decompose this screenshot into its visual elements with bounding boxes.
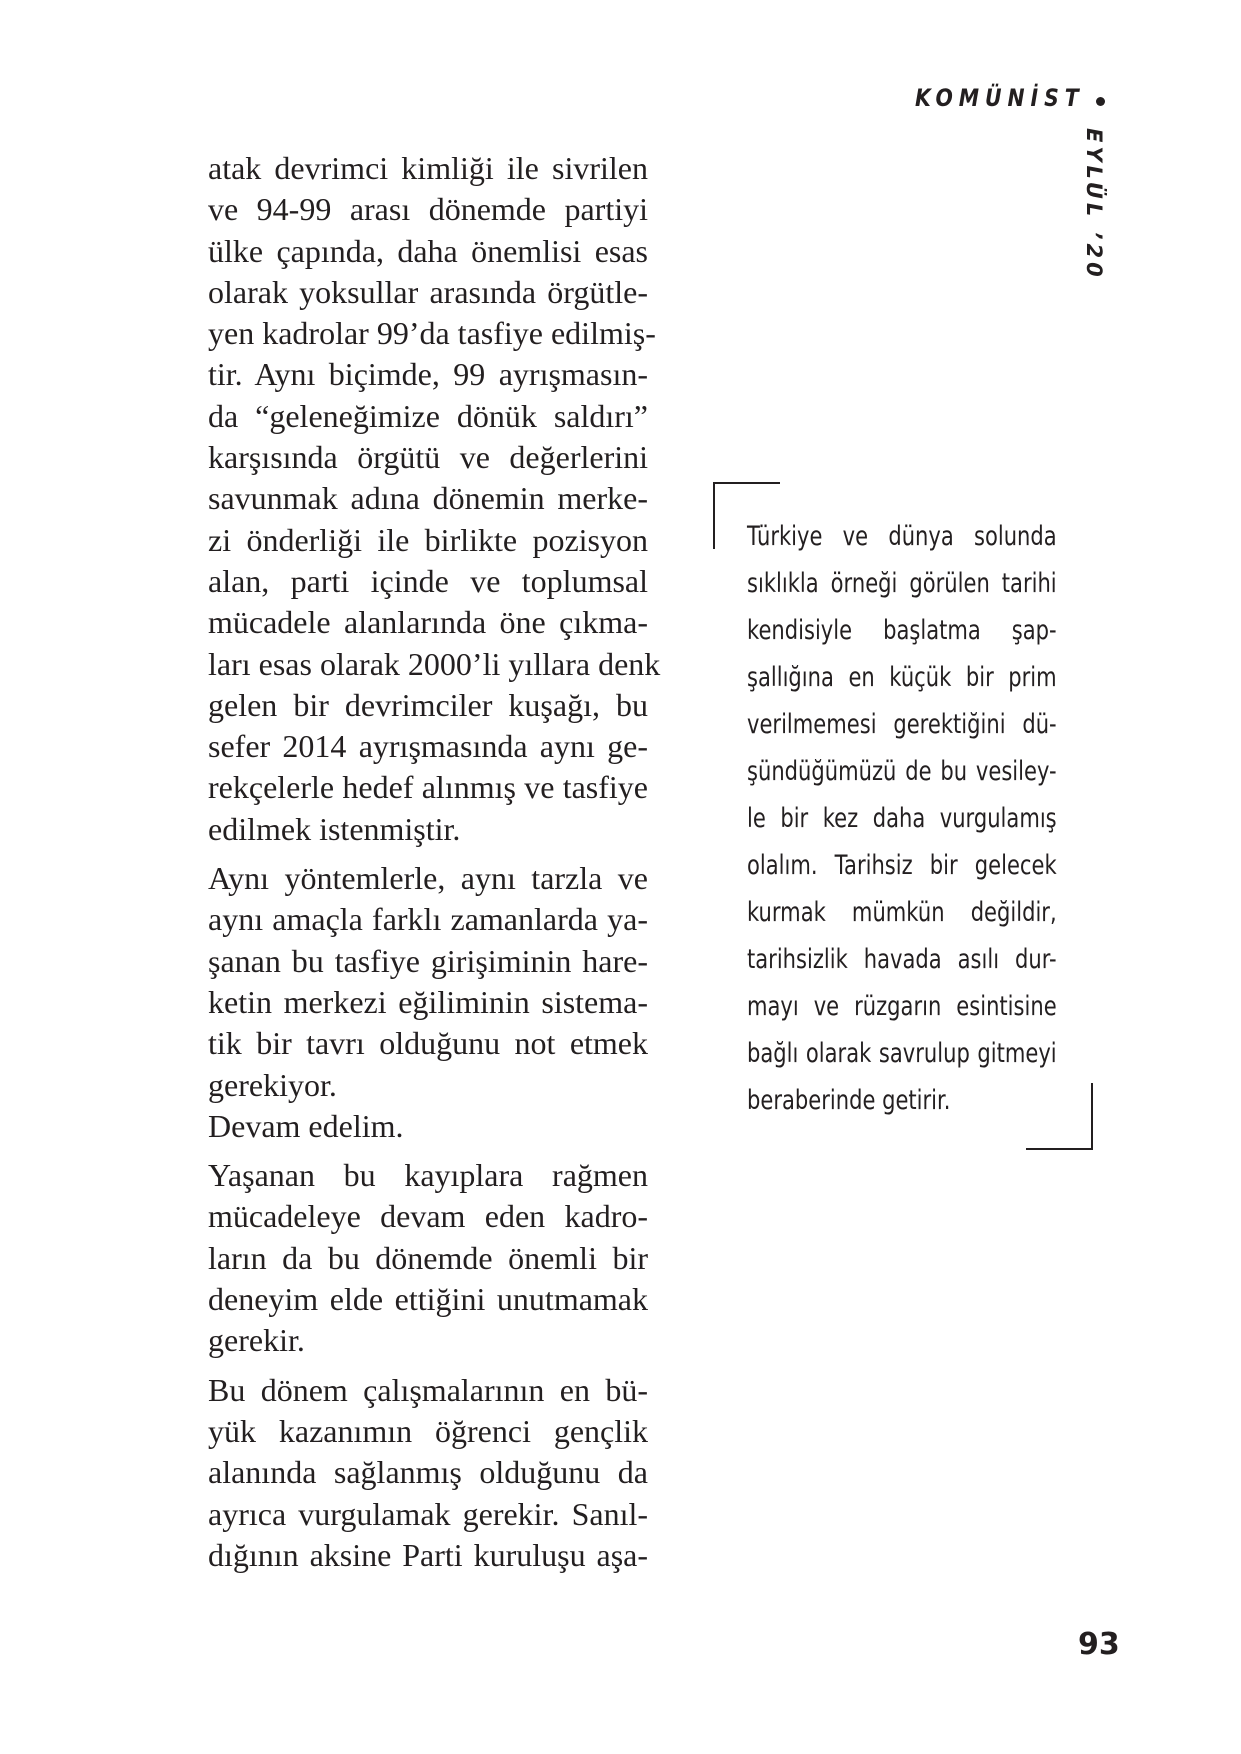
corner-bracket-bottom-right: [1091, 1083, 1093, 1150]
text-line: ları esas olarak 2000’li yıllara denk: [208, 645, 661, 682]
text-line: gerekir.: [208, 1322, 305, 1359]
paragraph: [208, 858, 648, 1106]
quote-line: Türkiye ve dünya solunda: [747, 521, 1057, 552]
text-line: alanında sağlanmış olduğunu da: [208, 1454, 648, 1491]
paragraph: [208, 1106, 648, 1147]
text-line: gerekiyor.: [208, 1066, 337, 1103]
text-line: tir. Aynı biçimde, 99 ayrışmasın-: [208, 356, 648, 393]
bullet-dot-icon: [1096, 97, 1105, 106]
text-line: Devam edelim.: [208, 1107, 404, 1144]
paragraph-gap: [208, 850, 648, 858]
text-line: ketin merkezi eğiliminin sistema-: [208, 983, 648, 1020]
quote-line: kendisiyle başlatma şap-: [747, 615, 1057, 646]
magazine-title: KOMÜNİST: [915, 84, 1085, 112]
text-line: savunmak adına dönemin merke-: [208, 480, 648, 517]
text-line: Bu dönem çalışmalarının en bü-: [208, 1371, 648, 1408]
text-line: sefer 2014 ayrışmasında aynı ge-: [208, 728, 648, 765]
text-line: edilmek istenmiştir.: [208, 810, 461, 847]
text-line: deneyim elde ettiğini unutmamak: [208, 1281, 648, 1318]
text-line: atak devrimci kimliği ile sivrilen: [208, 150, 648, 186]
quote-line: şallığına en küçük bir prim: [747, 662, 1057, 693]
page-number: 93: [1078, 1627, 1120, 1662]
paragraph-gap: [208, 1362, 648, 1370]
text-line: yen kadrolar 99’da tasfiye edilmiş-: [208, 315, 656, 352]
text-line: dığının aksine Parti kuruluşu aşa-: [208, 1536, 648, 1573]
text-line: ların da bu dönemde önemli bir: [208, 1239, 648, 1276]
text-line: karşısında örgütü ve değerlerini: [208, 439, 648, 476]
paragraph: [208, 1155, 648, 1361]
body-text-column: [208, 148, 661, 1576]
text-line: şanan bu tasfiye girişiminin hare-: [208, 942, 648, 979]
text-line: gelen bir devrimciler kuşağı, bu: [208, 686, 648, 723]
text-line: zi önderliği ile birlikte pozisyon: [208, 521, 648, 558]
paragraph: [208, 1370, 648, 1576]
pull-quote: [747, 513, 1057, 1124]
quote-line: bağlı olarak savrulup gitmeyi: [747, 1038, 1057, 1069]
text-line: rekçelerle hedef alınmış ve tasfiye: [208, 769, 648, 806]
text-line: aynı amaçla farklı zamanlarda ya-: [208, 901, 648, 938]
corner-bracket-top-left: [713, 482, 780, 484]
corner-bracket-bottom-right: [1026, 1148, 1093, 1150]
text-line: yük kazanımın öğrenci gençlik: [208, 1412, 648, 1449]
quote-line: le bir kez daha vurgulamış: [747, 803, 1057, 834]
text-line: da “geleneğimize dönük saldırı”: [208, 397, 648, 434]
quote-line: beraberinde getirir.: [747, 1085, 951, 1116]
text-line: olarak yoksullar arasında örgütle-: [208, 273, 648, 310]
text-line: Aynı yöntemlerle, aynı tarzla ve: [208, 860, 648, 897]
issue-date: EYLÜL ’20: [1082, 128, 1106, 281]
corner-bracket-top-left: [713, 482, 715, 549]
quote-line: mayı ve rüzgarın esintisine: [747, 991, 1057, 1022]
text-line: ülke çapında, daha önemlisi esas: [208, 232, 648, 269]
text-line: alan, parti içinde ve toplumsal: [208, 562, 648, 599]
quote-line: sıklıkla örneği görülen tarihi: [747, 568, 1057, 599]
quote-line: tarihsizlik havada asılı dur-: [747, 944, 1057, 975]
quote-line: verilmemesi gerektiğini dü-: [747, 709, 1057, 740]
text-line: ve 94-99 arası dönemde partiyi: [208, 191, 648, 228]
text-line: mücadeleye devam eden kadro-: [208, 1198, 648, 1235]
paragraph-gap: [208, 1147, 648, 1155]
text-line: Yaşanan bu kayıplara rağmen: [208, 1157, 648, 1194]
quote-line: olalım. Tarihsiz bir gelecek: [747, 850, 1057, 881]
paragraph: [208, 148, 661, 850]
text-line: ayrıca vurgulamak gerekir. Sanıl-: [208, 1495, 648, 1532]
text-line: tik bir tavrı olduğunu not etmek: [208, 1025, 648, 1062]
quote-line: şündüğümüzü de bu vesiley-: [747, 756, 1057, 787]
quote-line: kurmak mümkün değildir,: [747, 897, 1057, 928]
text-line: mücadele alanlarında öne çıkma-: [208, 604, 648, 641]
